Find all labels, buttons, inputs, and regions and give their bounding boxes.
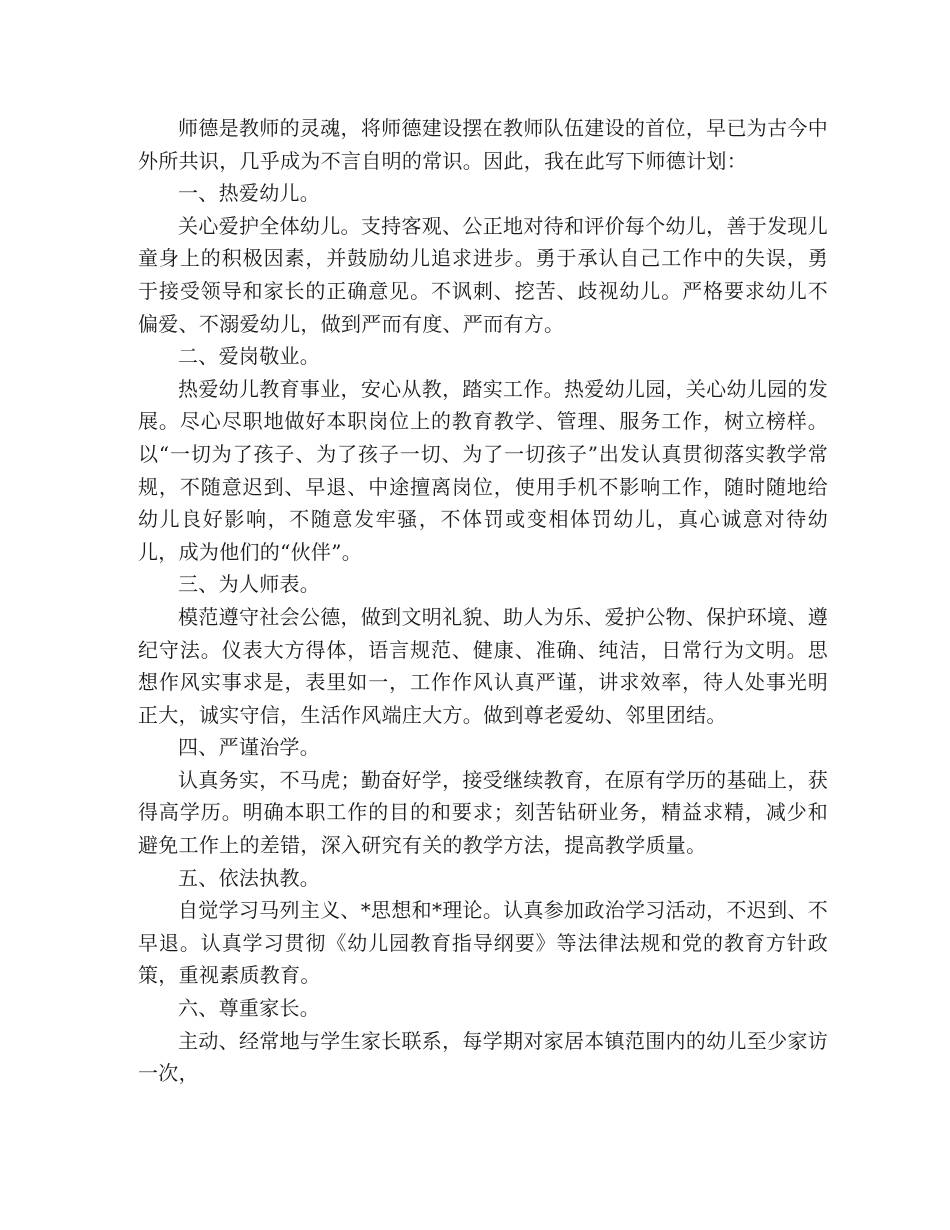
document-body	[138, 112, 828, 1090]
section-heading-2: 二、爱岗敬业。	[178, 344, 321, 369]
section-paragraph-6: 主动、经常地与学生家长联系，每学期对家居本镇范围内的幼儿至少家访一次，	[138, 1028, 828, 1086]
section-paragraph-5: 自觉学习马列主义、*思想和*理论。认真参加政治学习活动，不迟到、不早退。认真学习贯彻《幼儿园教育指导纲要》等法律法规和党的教育方针政策，重视素质教育。	[138, 898, 828, 988]
section-paragraph-2: 热爱幼儿教育事业，安心从教，踏实工作。热爱幼儿园，关心幼儿园的发展。尽心尽职地做好本职岗位上的教育教学、管理、服务工作，树立榜样。以“一切为了孩子、为了孩子一切、为了一切孩子”出发认真贯彻落实教学常规，不随意迟到、早退、中途擅离岗位，使用手机不影响工作，随时随地给幼儿良好影响，不随意发牢骚，不体罚或变相体罚幼儿，真心诚意对待幼儿，成为他们的“伙伴”。	[138, 376, 828, 564]
section-heading-6: 六、尊重家长。	[178, 996, 321, 1021]
section-paragraph-4: 认真务实，不马虎；勤奋好学，接受继续教育，在原有学历的基础上，获得高学历。明确本职工作的目的和要求；刻苦钻研业务，精益求精，减少和避免工作上的差错，深入研究有关的教学方法，提高教学质量。	[138, 767, 828, 858]
section-heading-3: 三、为人师表。	[178, 572, 321, 597]
intro-paragraph: 师德是教师的灵魂，将师德建设摆在教师队伍建设的首位，早已为古今中外所共识，几乎成为不言自明的常识。因此，我在此写下师德计划：	[138, 116, 828, 173]
section-heading-5: 五、依法执教。	[178, 865, 321, 890]
section-heading-4: 四、严谨治学。	[178, 735, 321, 760]
section-heading-1: 一、热爱幼儿。	[178, 181, 321, 206]
section-paragraph-1: 关心爱护全体幼儿。支持客观、公正地对待和评价每个幼儿，善于发现儿童身上的积极因素，并鼓励幼儿追求进步。勇于承认自己工作中的失误，勇于接受领导和家长的正确意见。不讽刺、挖苦、歧视幼儿。严格要求幼儿不偏爱、不溺爱幼儿，做到严而有度、严而有方。	[138, 213, 828, 336]
section-paragraph-3: 模范遵守社会公德，做到文明礼貌、助人为乐、爱护公物、保护环境、遵纪守法。仪表大方得体，语言规范、健康、准确、纯洁，日常行为文明。思想作风实事求是，表里如一，工作作风认真严谨，讲求效率，待人处事光明正大，诚实守信，生活作风端庄大方。做到尊老爱幼、邻里团结。	[138, 604, 828, 727]
